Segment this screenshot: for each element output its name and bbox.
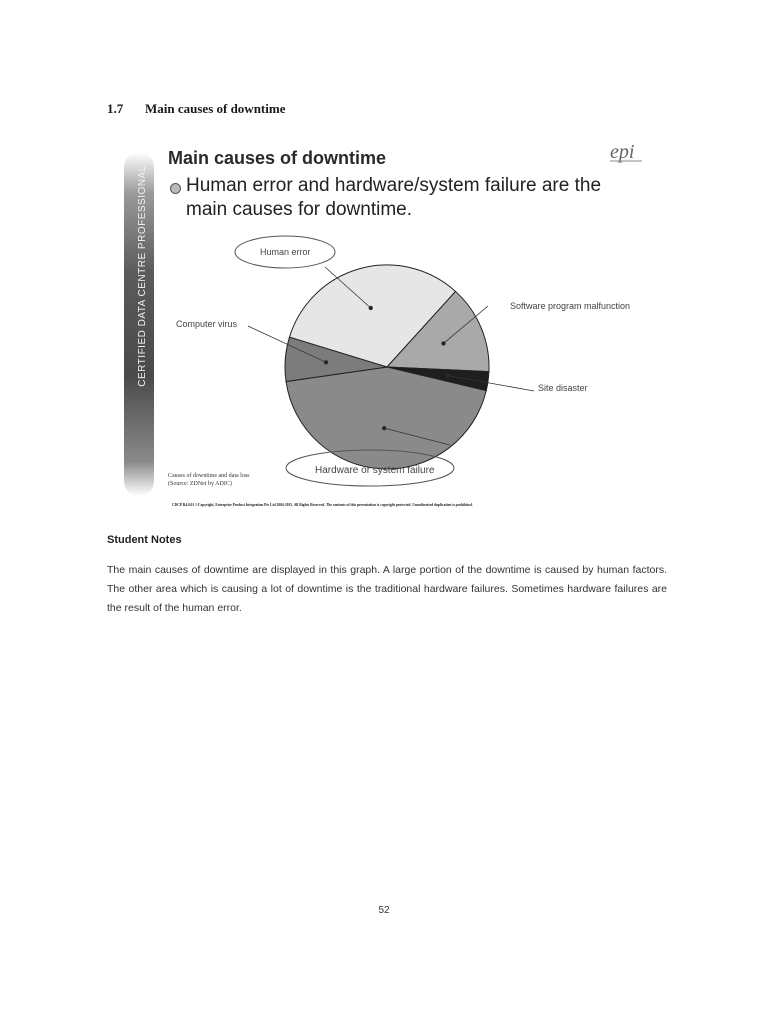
pie-label-hardware: Hardware or system failure	[315, 465, 435, 476]
caption-line-2: (Source: ZDNet by ADIC)	[168, 481, 232, 487]
pie-label-human-error: Human error	[260, 247, 311, 257]
pie-chart	[120, 140, 660, 520]
pie-leader-dot	[446, 374, 450, 378]
section-title: Main causes of downtime	[145, 101, 286, 116]
student-notes-heading: Student Notes	[107, 534, 182, 546]
pie-label-site-disaster: Site disaster	[538, 383, 588, 393]
pie-label-software: Software program malfunction	[510, 301, 631, 311]
copyright-line: CDCP R4.0.01 ©Copyright, Enterprise Product Integration Pte Ltd 2004-2015. All Rights Reserved. The contents of this presentation is copyright protected. Unauthorised duplication is prohibited.	[172, 503, 473, 507]
page-number: 52	[378, 905, 390, 916]
pie-label-computer-virus: Computer virus	[176, 319, 238, 329]
slide-figure	[120, 140, 660, 520]
caption-line-1: Causes of downtime and data loss	[168, 473, 250, 479]
side-band-text: CERTIFIED DATA CENTRE PROFESSIONAL	[137, 165, 148, 387]
slide-bullet: Human error and hardware/system failure are the main causes for downtime.	[186, 175, 602, 220]
student-notes-body: The main causes of downtime are displayed in this graph. A large portion of the downtime is caused by human factors. The other area which is causing a lot of downtime is the traditional hardware failures. Sometimes hardware failures are the result of the human error.	[107, 564, 667, 614]
pie-leader-dot	[382, 426, 386, 430]
pie-leader-dot	[324, 361, 328, 365]
chart-caption	[168, 472, 288, 488]
slide-title: Main causes of downtime	[168, 148, 387, 168]
pie-leader-dot	[369, 306, 373, 310]
logo-text: epi	[610, 141, 635, 163]
pie-leader-dot	[442, 342, 446, 346]
section-number: 1.7	[107, 101, 124, 116]
